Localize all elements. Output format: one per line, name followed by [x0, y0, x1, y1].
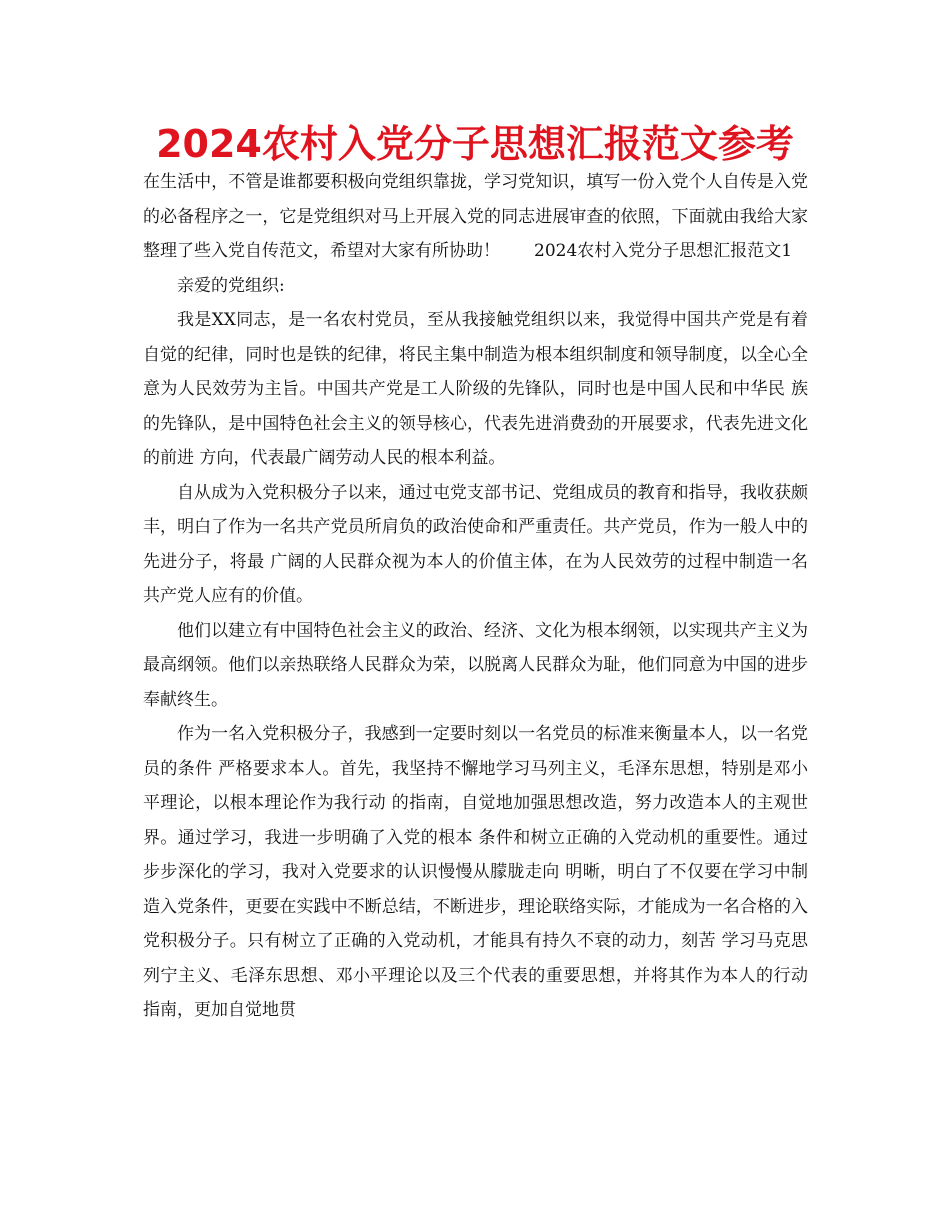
paragraph-self-requirements: 作为一名入党积极分子，我感到一定要时刻以一名党员的标准来衡量本人，以一名党员的条件 严格要求本人。首先，我坚持不懈地学习马列主义，毛泽东思想，特别是邓小平理论，以根本理论作为我行动 的指南，自觉地加强思想改造，努力改造本人的主观世界。通过学习，我进一步明确了入党的根本 条件和树立正确的入党动机的重要性。通过步步深化的学习，我对入党要求的认识慢慢从朦胧走向 明晰，明白了不仅要在学习中制造入党条件，更要在实践中不断总结，不断进步，理论联络实际，才能成为一名合格的入党积极分子。只有树立了正确的入党动机，才能具有持久不衰的动力，刻苦 学习马克思列宁主义、毛泽东思想、邓小平理论以及三个代表的重要思想，并将其作为本人的行动 指南，更加自觉地贯: [143, 724, 808, 1020]
document-body: [143, 165, 808, 1028]
paragraph-activist-experience: 自从成为入党积极分子以来，通过屯党支部书记、党组成员的教育和指导，我收获颇丰，明白了作为一名共产党员所肩负的政治使命和严重责任。共产党员，作为一般人中的先进分子，将最 广阔的人民群众视为本人的价值主体，在为人民效劳的过程中制造一名共产党人应有的价值。: [143, 482, 808, 606]
paragraph-self-introduction: 我是XX同志，是一名农村党员，至从我接触党组织以来，我觉得中国共产党是有着自觉的纪律，同时也是铁的纪律，将民主集中制造为根本组织制度和领导制度，以全心全意为人民效劳为主旨。中国共产党是工人阶级的先锋队，同时也是中国人民和中华民 族的先锋队，是中国特色社会主义的领导核心，代表先进消费劲的开展要求，代表先进文化的前进 方向，代表最广阔劳动人民的根本利益。: [143, 310, 808, 468]
paragraph-intro: 在生活中，不管是谁都要积极向党组织靠拢，学习党知识，填写一份入党个人自传是入党的必备程序之一，它是党组织对马上开展入党的同志进展审查的依照，下面就由我给大家整理了些入党自传范文，希望对大家有所协助！ 2024农村入党分子思想汇报范文1: [143, 172, 808, 261]
paragraph-salutation: 亲爱的党组织:: [177, 275, 285, 296]
paragraph-party-program: 他们以建立有中国特色社会主义的政治、经济、文化为根本纲领，以实现共产主义为最高纲领。他们以亲热联络人民群众为荣，以脱离人民群众为耻，他们同意为中国的进步奉献终生。: [143, 620, 808, 710]
document-title: 2024农村入党分子思想汇报范文参考: [156, 122, 794, 166]
